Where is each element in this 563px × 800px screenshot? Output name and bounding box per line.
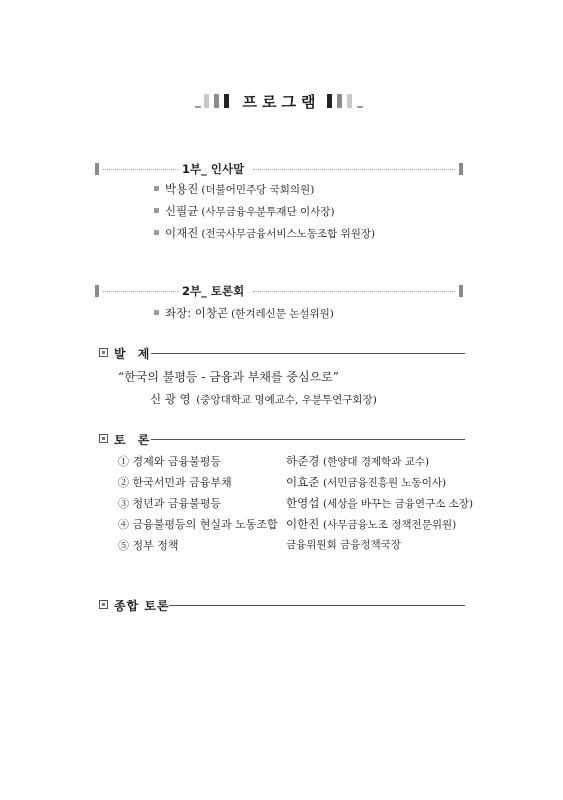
part1-header	[95, 163, 463, 175]
presentation-section-header	[99, 345, 465, 361]
section-box-icon	[99, 348, 108, 357]
moderator-item: 좌장: 이창곤 (한겨레신문 논설위원)	[154, 305, 334, 321]
discussion-topic: ① 경제와 금융불평등	[118, 455, 222, 468]
presenter	[150, 391, 377, 407]
list-item: 이재진 (전국사무금융서비스노동조합 위원장)	[154, 225, 375, 241]
closing-section-header	[99, 597, 465, 613]
part2-title: 2부_ 토론회	[182, 284, 245, 298]
closing-heading: 종합 토론	[114, 599, 170, 613]
discussant: 이효준 (서민금융진흥원 노동이사)	[286, 475, 447, 489]
discussant-affiliation: 금융위원회 금융정책국장	[286, 539, 401, 551]
discussant: 이한진 (사무금융노조 정책전문위원)	[286, 517, 457, 531]
part1-title: 1부_ 인사말	[182, 162, 245, 176]
section-box-icon	[99, 434, 108, 443]
program-title-block	[0, 88, 563, 114]
discussion-topic: ② 한국서민과 금융부채	[118, 476, 232, 489]
program-title: 프로그램	[242, 93, 321, 111]
title-decoration-right	[327, 94, 371, 108]
presentation-heading: 발 제	[114, 347, 154, 361]
presentation-topic: “한국의 불평등 - 금융과 부채를 중심으로”	[118, 370, 339, 384]
discussion-section-header	[99, 431, 465, 447]
discussion-topic: ③ 청년과 금융불평등	[118, 497, 222, 510]
bullet-square-icon	[154, 186, 159, 191]
list-item: 신필균 (사무금융우분투재단 이사장)	[154, 203, 335, 219]
discussion-topic: ④ 금융불평등의 현실과 노동조합	[118, 518, 278, 531]
section-box-icon	[99, 600, 108, 609]
bullet-square-icon	[154, 230, 159, 235]
bullet-square-icon	[154, 208, 159, 213]
list-item: 박용진 (더불어민주당 국회의원)	[154, 181, 314, 197]
presenter-name: 신 광 영	[150, 392, 191, 406]
discussant: 하준경 (한양대 경제학과 교수)	[286, 454, 430, 468]
part2-header	[95, 285, 463, 297]
discussion-heading: 토 론	[114, 433, 154, 447]
discussant: 한영섭 (세상을 바꾸는 금융연구소 소장)	[286, 496, 474, 510]
discussion-topic: ⑤ 정부 정책	[118, 539, 179, 552]
bullet-square-icon	[154, 310, 159, 315]
presenter-affiliation: (중앙대학교 명예교수, 우분투연구회장)	[196, 394, 377, 406]
